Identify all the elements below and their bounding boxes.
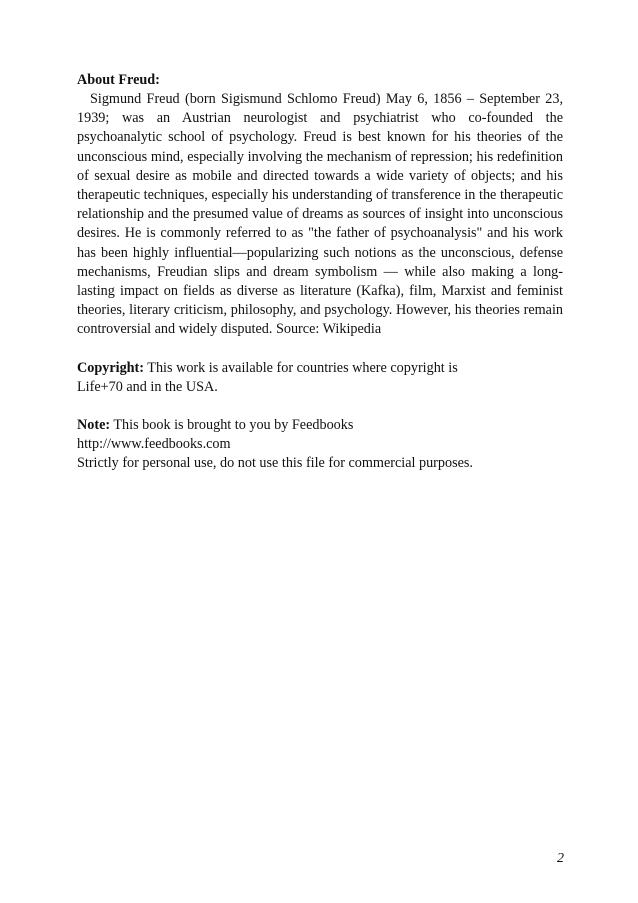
page-content xyxy=(77,71,563,474)
copyright-label: Copyright: xyxy=(77,359,144,376)
copyright-text-line1: This work is available for countries where copyright is xyxy=(147,359,458,376)
copyright-text-line2: Life+70 and in the USA. xyxy=(77,378,218,395)
note-text-line1: This book is brought to you by Feedbooks xyxy=(113,417,354,434)
feedbooks-url: http://www.feedbooks.com xyxy=(77,436,231,453)
note-section xyxy=(77,416,563,474)
spacer xyxy=(77,340,563,359)
copyright-section xyxy=(77,359,563,397)
about-heading: About Freud: xyxy=(77,72,160,88)
page-number: 2 xyxy=(557,851,564,866)
spacer xyxy=(77,397,563,416)
note-label: Note: xyxy=(77,417,111,434)
about-paragraph: Sigmund Freud (born Sigismund Schlomo Freud) May 6, 1856 – September 23, 1939; was an Austrian neurologist and psychiatrist who co-founded the psychoanalytic school of psychology. Freud is best known for his theories of the unconscious mind, especially involving the mechanism of repression; his redefinition of sexual desire as mobile and directed towards a wide variety of objects; and his therapeutic techniques, especially his understanding of transference in the therapeutic relationship and the presumed value of dreams as sources of insight into unconscious desires. He is commonly referred to as "the father of psychoanalysis" and his work has been highly influential—popularizing such notions as the unconscious, defense mechanisms, Freudian slips and dream symbolism — while also making a long-lasting impact on fields as diverse as literature (Kafka), film, Marxist and feminist theories, literary criticism, philosophy, and psychology. However, his theories remain controversial and widely disputed. Source: Wikipedia xyxy=(77,91,563,338)
note-text-line3: Strictly for personal use, do not use this file for commercial purposes. xyxy=(77,455,473,472)
